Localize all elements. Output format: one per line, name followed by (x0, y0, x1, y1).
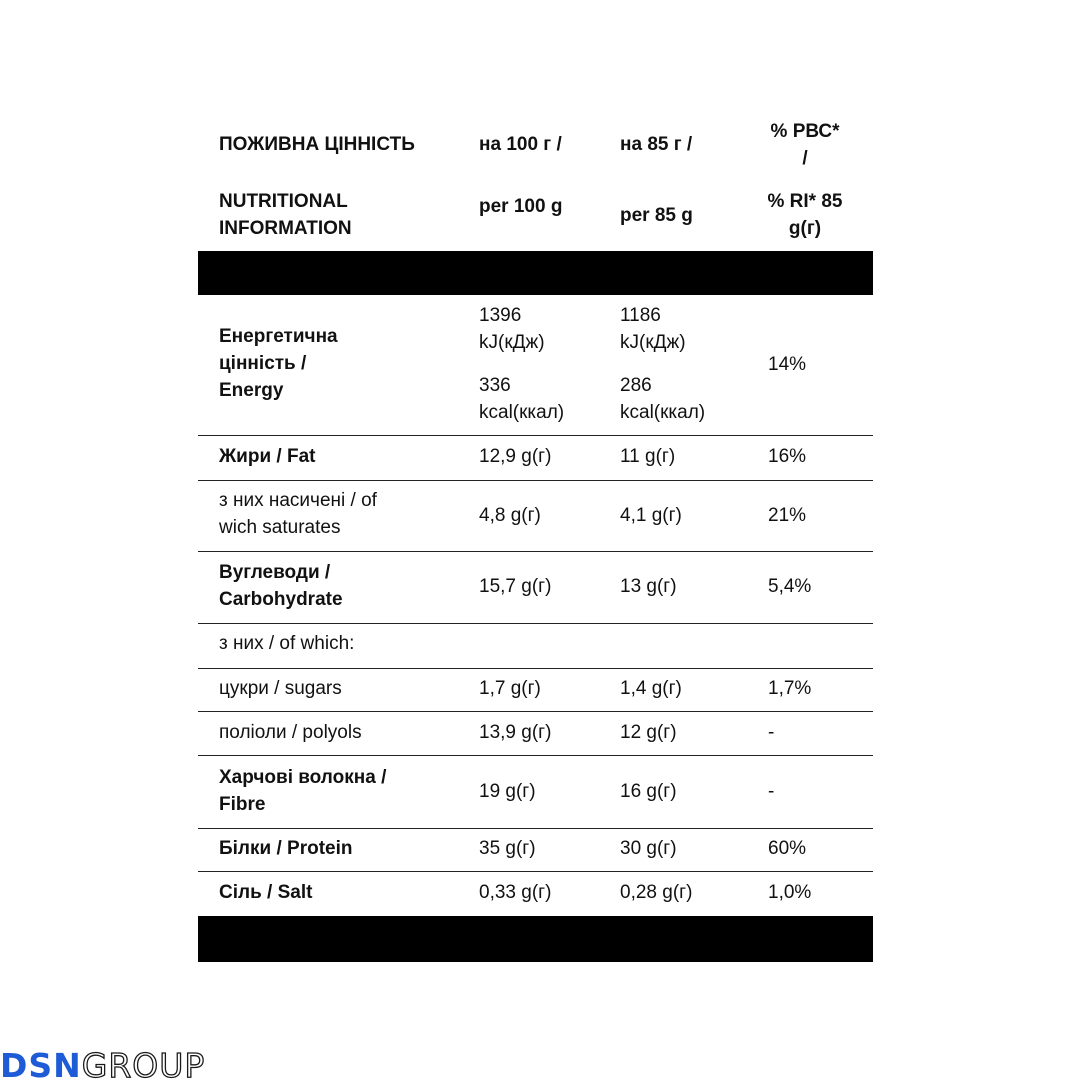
row-value-100: 0,33 g(г) (479, 882, 552, 903)
row-value-ri: 5,4% (768, 576, 812, 597)
row-label: з них насичені / of wich saturates (219, 490, 377, 538)
row-value-85: 11 g(г) (620, 446, 676, 467)
row-label: з них / of which: (219, 633, 355, 654)
row-label: Білки / Protein (219, 838, 353, 859)
row-value-ri: 1,7% (768, 678, 812, 699)
row-label: поліоли / polyols (219, 722, 362, 743)
row-value-100: 1,7 g(г) (479, 678, 541, 699)
row-divider (198, 828, 873, 829)
header-ri-en: % RI* 85 g(г) (767, 191, 843, 239)
row-value-100: 15,7 g(г) (479, 576, 552, 597)
energy-label: Енергетична цінність / Energy (219, 326, 338, 401)
row-value-85: 13 g(г) (620, 576, 677, 597)
row-divider (198, 668, 873, 669)
row-label: Харчові волокна / Fibre (219, 767, 387, 815)
energy-ri: 14% (768, 354, 807, 375)
row-value-100: 13,9 g(г) (479, 722, 552, 743)
header-per100-ua: на 100 г / (479, 134, 562, 155)
header-black-bar (198, 251, 873, 295)
footer-black-bar (198, 916, 873, 962)
row-value-100: 12,9 g(г) (479, 446, 552, 467)
row-value-85: 0,28 g(г) (620, 882, 693, 903)
header-per85-ua: на 85 г / (620, 134, 693, 155)
row-divider (198, 551, 873, 552)
row-divider (198, 711, 873, 712)
header-per100-en: per 100 g (479, 196, 563, 217)
row-divider (198, 480, 873, 481)
energy-kj-85: 1186 kJ(кДж) (620, 305, 686, 353)
row-value-ri: 21% (768, 505, 807, 526)
row-value-85: 1,4 g(г) (620, 678, 682, 699)
energy-kcal-100: 336 kcal(ккал) (479, 375, 565, 423)
energy-kcal-85: 286 kcal(ккал) (620, 375, 706, 423)
brand-logo (0, 1046, 205, 1086)
row-label: Сіль / Salt (219, 882, 313, 903)
row-divider (198, 755, 873, 756)
row-divider (198, 435, 873, 436)
row-value-ri: 60% (768, 838, 807, 859)
logo-text-group: GROUP (81, 1046, 206, 1085)
row-divider (198, 623, 873, 624)
header-nutrient-ua: ПОЖИВНА ЦІННІСТЬ (219, 134, 415, 155)
energy-kj-100: 1396 kJ(кДж) (479, 305, 545, 353)
row-value-ri: - (768, 781, 775, 802)
row-label: Вуглеводи / Carbohydrate (219, 562, 343, 610)
row-value-85: 12 g(г) (620, 722, 677, 743)
row-value-100: 35 g(г) (479, 838, 536, 859)
row-label: цукри / sugars (219, 678, 342, 699)
row-value-100: 19 g(г) (479, 781, 536, 802)
row-divider (198, 871, 873, 872)
logo-text-dsn: DSN (0, 1046, 82, 1085)
row-label: Жири / Fat (219, 446, 316, 467)
header-per85-en: per 85 g (620, 205, 693, 226)
row-value-100: 4,8 g(г) (479, 505, 541, 526)
row-value-85: 16 g(г) (620, 781, 677, 802)
row-value-ri: - (768, 722, 775, 743)
row-value-ri: 1,0% (768, 882, 812, 903)
header-ri-ua: % РВС* / (770, 121, 840, 169)
row-value-ri: 16% (768, 446, 807, 467)
row-value-85: 30 g(г) (620, 838, 677, 859)
header-nutrient-en: NUTRITIONAL INFORMATION (219, 191, 352, 239)
row-value-85: 4,1 g(г) (620, 505, 682, 526)
